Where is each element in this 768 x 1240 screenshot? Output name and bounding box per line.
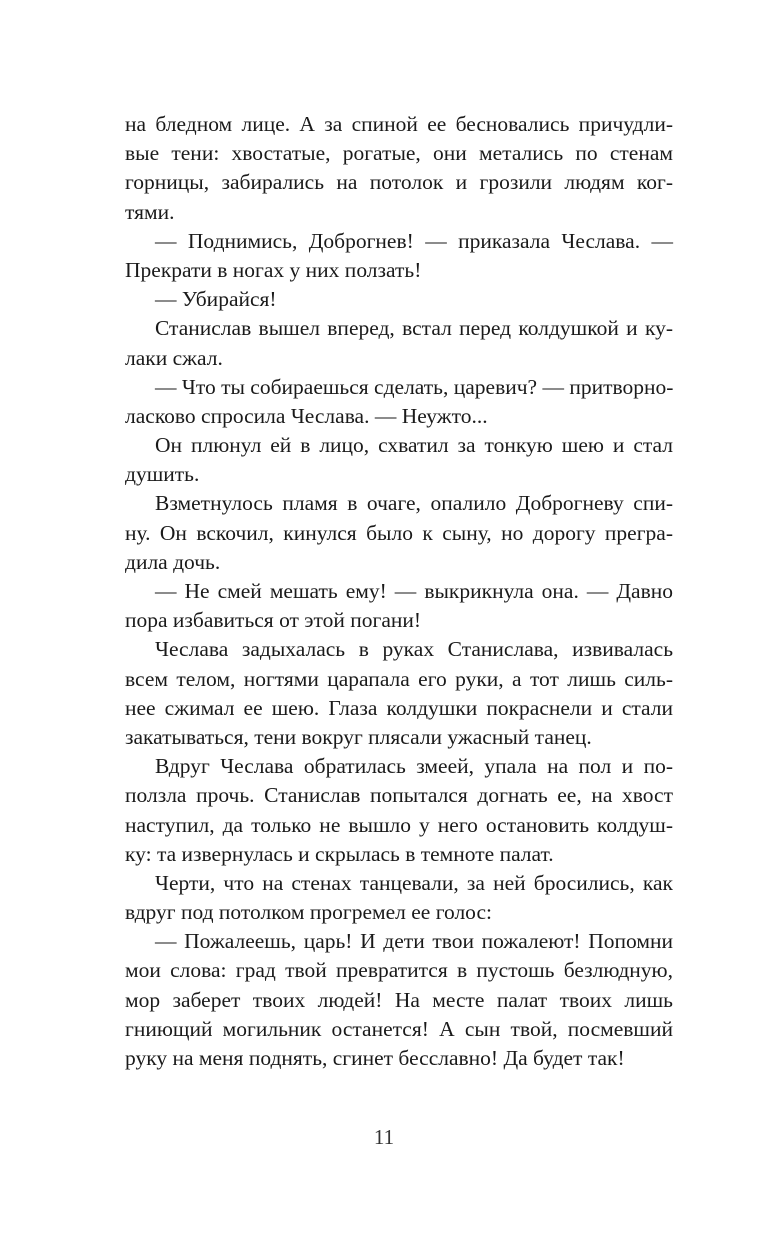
text-line: нее сжимал ее шею. Глаза колдушки покраснели и стали: [125, 695, 673, 720]
text-line: душить.: [125, 462, 200, 487]
text-line: вдруг под потолком прогремел ее голос:: [125, 900, 492, 925]
text-line: на бледном лице. А за спиной ее бесновались причудли-: [125, 112, 673, 136]
text-line: горницы, забирались на потолок и грозили людям ког-: [125, 170, 673, 195]
text-line: ну. Он вскочил, кинулся было к сыну, но дорогу прегра-: [125, 520, 673, 545]
text-line: Взметнулось пламя в очаге, опалило Доброгневу спи-: [155, 491, 673, 516]
text-line: Чеслава задыхалась в руках Станислава, извивалась: [155, 637, 673, 662]
text-line: — Поднимись, Доброгнев! — приказала Чеслава. —: [155, 228, 673, 253]
text-line: мор заберет твоих людей! На месте палат твоих лишь: [125, 987, 673, 1012]
text-line: ползла прочь. Станислав попытался догнать ее, на хвост: [125, 783, 673, 808]
text-line: ласково спросила Чеслава. — Неужто...: [125, 403, 488, 428]
text-line: ку: та извернулась и скрылась в темноте палат.: [125, 841, 554, 866]
text-line: — Что ты собираешься сделать, царевич? — притворно-: [155, 374, 674, 399]
text-line: мои слова: град твой превратится в пустошь безлюдную,: [125, 958, 673, 983]
text-line: руку на меня поднять, сгинет бесславно! Да будет так!: [125, 1046, 625, 1070]
text-line: Черти, что на стенах танцевали, за ней бросились, как: [155, 870, 673, 895]
text-line: гниющий могильник останется! А сын твой, посмевший: [125, 1016, 673, 1041]
text-line: — Пожалеешь, царь! И дети твои пожалеют! Попомни: [155, 929, 673, 954]
text-line: дила дочь.: [125, 549, 221, 574]
text-line: Он плюнул ей в лицо, схватил за тонкую шею и стал: [155, 433, 673, 458]
page-text-block: [125, 110, 673, 1073]
text-line: пора избавиться от этой погани!: [125, 608, 422, 633]
text-line: Вдруг Чеслава обратилась змеей, упала на пол и по-: [155, 754, 673, 779]
text-line: лаки сжал.: [125, 345, 223, 370]
text-line: — Убирайся!: [155, 287, 277, 312]
text-line: вые тени: хвостатые, рогатые, они метались по стенам: [125, 141, 673, 166]
text-line: закатываться, тени вокруг плясали ужасный танец.: [125, 724, 592, 749]
text-line: — Не смей мешать ему! — выкрикнула она. — Давно: [155, 579, 673, 603]
text-line: Прекрати в ногах у них ползать!: [125, 257, 422, 282]
text-line: всем телом, ногтями царапала его руки, а тот лишь силь-: [125, 666, 673, 691]
page-number: 11: [373, 1125, 395, 1149]
text-line: тями.: [125, 199, 175, 224]
text-line: наступил, да только не вышло у него остановить колдуш-: [125, 812, 673, 837]
text-line: Станислав вышел вперед, встал перед колдушкой и ку-: [155, 316, 673, 341]
